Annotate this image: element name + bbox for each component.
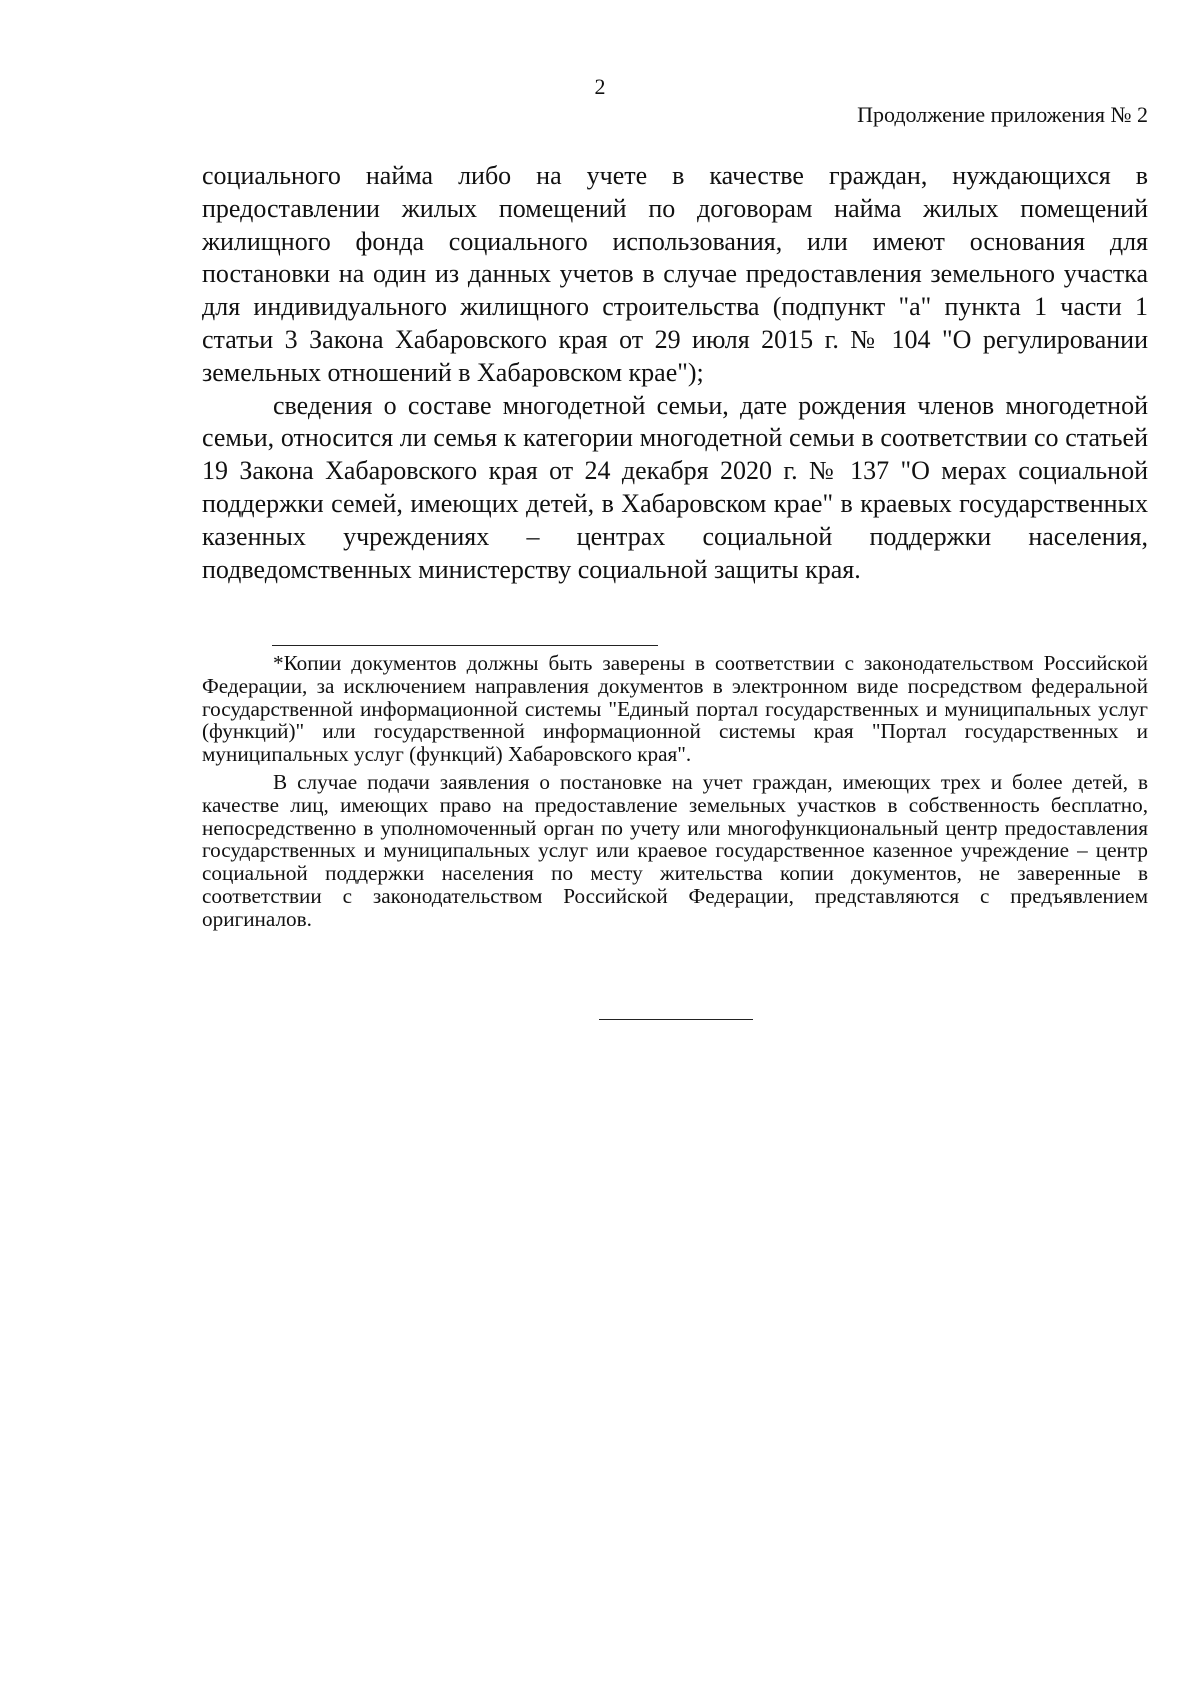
page-number: 2 [594, 74, 606, 99]
footnotes [202, 652, 1148, 931]
body-paragraph-1: социального найма либо на учете в качестве граждан, нуждающихся в предоставлении жилых помещений по договорам найма жилых помещений жилищного фонда социального использования, или имеют основания для постановки на один из данных учетов в случае предоставления земельного участка для индивидуального жилищного строительства (подпункт "а" пункта 1 части 1 статьи 3 Закона Хабаровского края от 29 июля 2015 г. № 104 "О регулировании земельных отношений в Хабаровском крае"); [202, 161, 1148, 387]
footnote-paragraph-1: *Копии документов должны быть заверены в соответствии с законодательством Российской Федерации, за исключением направления документов в электронном виде посредством федеральной государственной информационной системы "Единый портал государственных и муниципальных услуг (функций)" или государственной информационной системы края "Портал государственных и муниципальных услуг (функций) Хабаровского края". [202, 651, 1148, 767]
main-text [202, 160, 1148, 586]
footnote-separator [272, 645, 658, 646]
appendix-continuation-label: Продолжение приложения № 2 [857, 102, 1148, 127]
body-paragraph-2: сведения о составе многодетной семьи, дате рождения членов многодетной семьи, относится ли семья к категории многодетной семьи в соответствии со статьей 19 Закона Хабаровского края от 24 декабря 2020 г. № 137 "О мерах социальной поддержки семей, имеющих детей, в Хабаровском крае" в краевых государственных казенных учреждениях – центрах социальной поддержки населения, подведомственных министерству социальной защиты края. [202, 390, 1148, 584]
footnote-paragraph-2: В случае подачи заявления о постановке на учет граждан, имеющих трех и более детей, в качестве лиц, имеющих право на предоставление земельных участков в собственность бесплатно, непосредственно в уполномоченный орган по учету или многофункциональный центр предоставления государственных и муниципальных услуг или краевое государственное казенное учреждение – центр социальной поддержки населения по месту жительства копии документов, не заверенные в соответствии с законодательством Российской Федерации, представляются с предъявлением оригиналов. [202, 769, 1148, 931]
end-of-document-rule [599, 1019, 753, 1020]
